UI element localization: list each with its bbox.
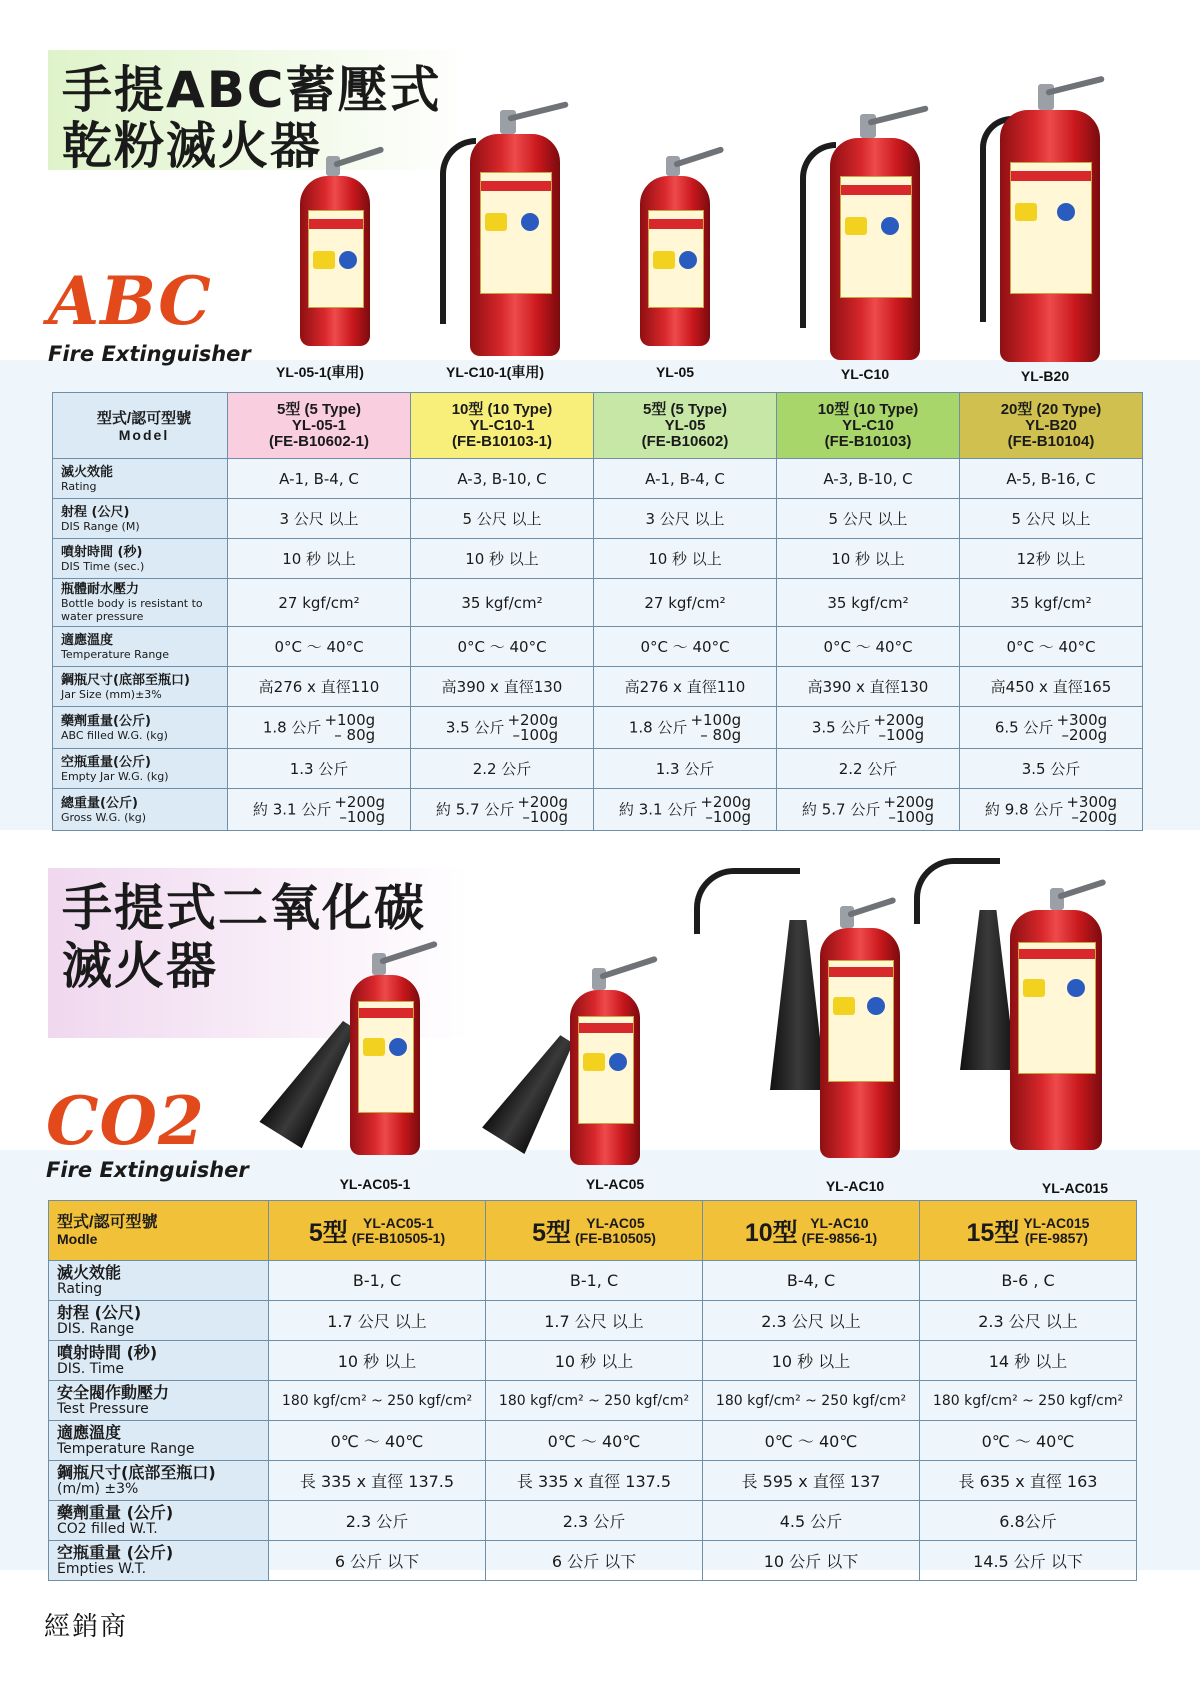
co2-model-cell: 10型 YL-AC10 (FE-9856-1)	[703, 1201, 920, 1261]
abc-row-temperature	[53, 627, 1143, 667]
co2-header-label: 型式/認可型號 Modle	[49, 1201, 269, 1261]
co2-model-cell: 5型 YL-AC05 (FE-B10505)	[486, 1201, 703, 1261]
table-cell: 約 5.7 公斤 +200g –100g	[411, 789, 594, 831]
table-cell: 1.8 公斤 +100g – 80g	[594, 707, 777, 749]
table-cell: 高276 x 直徑110	[228, 667, 411, 707]
table-cell: 長 635 x 直徑 163	[920, 1461, 1137, 1501]
table-cell: 3 公尺 以上	[594, 499, 777, 539]
table-cell: B-6 , C	[920, 1261, 1137, 1301]
extinguisher-yl-b20-image	[980, 76, 1110, 366]
table-cell: 5 公尺 以上	[960, 499, 1143, 539]
abc-header-label: 型式/認可型號 Model	[53, 393, 228, 459]
co2-row-size	[49, 1461, 1137, 1501]
row-header: 射程 (公尺) DIS. Range	[49, 1301, 269, 1341]
product-label-yl-05-1: YL-05-1(車用)	[276, 364, 364, 380]
co2-model-cell: 15型 YL-AC015 (FE-9857)	[920, 1201, 1137, 1261]
row-header: 射程 (公尺) DIS Range (M)	[53, 499, 228, 539]
table-cell: A-5, B-16, C	[960, 459, 1143, 499]
table-cell: 35 kgf/cm²	[411, 579, 594, 627]
table-cell: 180 kgf/cm² ~ 250 kgf/cm²	[269, 1381, 486, 1421]
table-cell: 0℃ ～ 40℃	[703, 1421, 920, 1461]
abc-row-filled-weight	[53, 707, 1143, 749]
table-cell: 180 kgf/cm² ~ 250 kgf/cm²	[920, 1381, 1137, 1421]
table-cell: 180 kgf/cm² ~ 250 kgf/cm²	[703, 1381, 920, 1421]
table-cell: 高390 x 直徑130	[777, 667, 960, 707]
table-cell: B-1, C	[486, 1261, 703, 1301]
table-cell: 高390 x 直徑130	[411, 667, 594, 707]
co2-logo: CO2	[46, 1082, 205, 1160]
extinguisher-yl-c10-1-image	[440, 100, 570, 360]
row-header: 適應溫度 Temperature Range	[53, 627, 228, 667]
extinguisher-yl-05-1-image	[300, 140, 380, 350]
co2-row-pressure	[49, 1381, 1137, 1421]
abc-model-cell: 10型 (10 Type) YL-C10-1 (FE-B10103-1)	[411, 393, 594, 459]
co2-row-temperature	[49, 1421, 1137, 1461]
table-cell: 10 秒 以上	[269, 1341, 486, 1381]
table-cell: 14 秒 以上	[920, 1341, 1137, 1381]
table-cell: 2.2 公斤	[777, 749, 960, 789]
table-cell: B-1, C	[269, 1261, 486, 1301]
product-label-yl-ac05: YL-AC05	[585, 1176, 645, 1192]
abc-row-empty-weight	[53, 749, 1143, 789]
product-label-yl-05: YL-05	[655, 364, 695, 380]
extinguisher-yl-ac10-image	[690, 860, 920, 1170]
table-cell: 6 公斤 以下	[269, 1541, 486, 1581]
table-cell: 3.5 公斤 +200g –100g	[777, 707, 960, 749]
table-cell: 3.5 公斤 +200g –100g	[411, 707, 594, 749]
extinguisher-yl-ac05-1-image	[290, 945, 450, 1160]
extinguisher-yl-ac015-image	[910, 850, 1120, 1170]
abc-spec-table	[52, 392, 1143, 831]
abc-row-gross-weight	[53, 789, 1143, 831]
table-cell: 1.3 公斤	[594, 749, 777, 789]
abc-title-line2: 乾粉滅火器	[62, 117, 322, 175]
product-label-yl-ac10: YL-AC10	[825, 1178, 885, 1194]
table-cell: 2.3 公尺 以上	[920, 1301, 1137, 1341]
row-header: 鋼瓶尺寸(底部至瓶口) (m/m) ±3%	[49, 1461, 269, 1501]
table-cell: 2.3 公斤	[269, 1501, 486, 1541]
table-cell: 約 9.8 公斤 +300g –200g	[960, 789, 1143, 831]
table-cell: 0℃ ～ 40℃	[486, 1421, 703, 1461]
row-header: 安全閥作動壓力 Test Pressure	[49, 1381, 269, 1421]
table-cell: 2.2 公斤	[411, 749, 594, 789]
abc-model-cell: 10型 (10 Type) YL-C10 (FE-B10103)	[777, 393, 960, 459]
table-cell: 約 3.1 公斤 +200g –100g	[594, 789, 777, 831]
table-cell: 0°C ～ 40°C	[960, 627, 1143, 667]
table-cell: 0°C ～ 40°C	[228, 627, 411, 667]
table-cell: A-1, B-4, C	[228, 459, 411, 499]
table-cell: 10 秒 以上	[777, 539, 960, 579]
table-cell: 12秒 以上	[960, 539, 1143, 579]
abc-header-row	[53, 393, 1143, 459]
co2-title-line1: 手提式二氧化碳	[62, 879, 426, 937]
product-label-yl-b20: YL-B20	[1020, 368, 1070, 384]
extinguisher-yl-ac05-image	[510, 960, 670, 1170]
table-cell: 0°C ～ 40°C	[777, 627, 960, 667]
table-cell: 10 秒 以上	[486, 1341, 703, 1381]
table-cell: 6.5 公斤 +300g –200g	[960, 707, 1143, 749]
table-cell: 高276 x 直徑110	[594, 667, 777, 707]
table-cell: 1.7 公尺 以上	[486, 1301, 703, 1341]
co2-row-empty-weight	[49, 1541, 1137, 1581]
table-cell: 5 公尺 以上	[411, 499, 594, 539]
table-cell: 2.3 公斤	[486, 1501, 703, 1541]
table-cell: 35 kgf/cm²	[777, 579, 960, 627]
abc-row-size	[53, 667, 1143, 707]
abc-row-time	[53, 539, 1143, 579]
row-header: 藥劑重量 (公斤) CO2 filled W.T.	[49, 1501, 269, 1541]
table-cell: 長 595 x 直徑 137	[703, 1461, 920, 1501]
row-header: 適應溫度 Temperature Range	[49, 1421, 269, 1461]
table-cell: 10 秒 以上	[228, 539, 411, 579]
table-cell: 6 公斤 以下	[486, 1541, 703, 1581]
table-cell: 0°C ～ 40°C	[411, 627, 594, 667]
table-cell: 180 kgf/cm² ~ 250 kgf/cm²	[486, 1381, 703, 1421]
abc-logo: ABC	[48, 262, 212, 340]
row-header: 空瓶重量(公斤) Empty Jar W.G. (kg)	[53, 749, 228, 789]
table-cell: 5 公尺 以上	[777, 499, 960, 539]
dealer-label: 經銷商	[44, 1612, 129, 1642]
co2-row-filled-weight	[49, 1501, 1137, 1541]
product-label-yl-ac05-1: YL-AC05-1	[339, 1176, 411, 1192]
table-cell: B-4, C	[703, 1261, 920, 1301]
table-cell: 0°C ～ 40°C	[594, 627, 777, 667]
table-cell: 1.3 公斤	[228, 749, 411, 789]
co2-title-line2: 滅火器	[62, 937, 218, 995]
table-cell: 1.8 公斤 +100g – 80g	[228, 707, 411, 749]
table-cell: 0℃ ～ 40℃	[269, 1421, 486, 1461]
table-cell: 35 kgf/cm²	[960, 579, 1143, 627]
table-cell: 長 335 x 直徑 137.5	[269, 1461, 486, 1501]
row-header: 總重量(公斤) Gross W.G. (kg)	[53, 789, 228, 831]
table-cell: A-1, B-4, C	[594, 459, 777, 499]
row-header: 滅火效能 Rating	[49, 1261, 269, 1301]
co2-spec-table	[48, 1200, 1137, 1581]
table-cell: 2.3 公尺 以上	[703, 1301, 920, 1341]
product-label-yl-c10: YL-C10	[840, 366, 890, 382]
extinguisher-yl-05-image	[640, 140, 720, 350]
table-cell: 1.7 公尺 以上	[269, 1301, 486, 1341]
table-cell: 14.5 公斤 以下	[920, 1541, 1137, 1581]
abc-model-cell: 5型 (5 Type) YL-05-1 (FE-B10602-1)	[228, 393, 411, 459]
co2-row-range	[49, 1301, 1137, 1341]
abc-model-cell: 20型 (20 Type) YL-B20 (FE-B10104)	[960, 393, 1143, 459]
co2-model-cell: 5型 YL-AC05-1 (FE-B10505-1)	[269, 1201, 486, 1261]
table-cell: 10 公斤 以下	[703, 1541, 920, 1581]
abc-row-rating	[53, 459, 1143, 499]
table-cell: A-3, B-10, C	[777, 459, 960, 499]
table-cell: A-3, B-10, C	[411, 459, 594, 499]
table-cell: 3.5 公斤	[960, 749, 1143, 789]
table-cell: 10 秒 以上	[411, 539, 594, 579]
row-header: 滅火效能 Rating	[53, 459, 228, 499]
row-header: 噴射時間 (秒) DIS Time (sec.)	[53, 539, 228, 579]
co2-subtitle: Fire Extinguisher	[46, 1158, 249, 1182]
table-cell: 約 5.7 公斤 +200g –100g	[777, 789, 960, 831]
table-cell: 27 kgf/cm²	[594, 579, 777, 627]
table-cell: 高450 x 直徑165	[960, 667, 1143, 707]
row-header: 鋼瓶尺寸(底部至瓶口) Jar Size (mm)±3%	[53, 667, 228, 707]
table-cell: 3 公尺 以上	[228, 499, 411, 539]
abc-subtitle: Fire Extinguisher	[48, 342, 251, 366]
table-cell: 10 秒 以上	[703, 1341, 920, 1381]
row-header: 空瓶重量 (公斤) Empties W.T.	[49, 1541, 269, 1581]
product-label-yl-ac015: YL-AC015	[1041, 1180, 1109, 1196]
table-cell: 27 kgf/cm²	[228, 579, 411, 627]
product-label-yl-c10-1: YL-C10-1(車用)	[445, 364, 544, 380]
co2-row-time	[49, 1341, 1137, 1381]
co2-header-row	[49, 1201, 1137, 1261]
table-cell: 10 秒 以上	[594, 539, 777, 579]
table-cell: 0℃ ～ 40℃	[920, 1421, 1137, 1461]
table-cell: 長 335 x 直徑 137.5	[486, 1461, 703, 1501]
abc-title-line1: 手提ABC蓄壓式	[62, 61, 442, 119]
table-cell: 6.8公斤	[920, 1501, 1137, 1541]
co2-row-rating	[49, 1261, 1137, 1301]
abc-row-range	[53, 499, 1143, 539]
row-header: 噴射時間 (秒) DIS. Time	[49, 1341, 269, 1381]
row-header: 瓶體耐水壓力 Bottle body is resistant to water pressure	[53, 579, 228, 627]
row-header: 藥劑重量(公斤) ABC filled W.G. (kg)	[53, 707, 228, 749]
extinguisher-yl-c10-image	[800, 104, 930, 364]
abc-row-pressure	[53, 579, 1143, 627]
table-cell: 約 3.1 公斤 +200g –100g	[228, 789, 411, 831]
abc-model-cell: 5型 (5 Type) YL-05 (FE-B10602)	[594, 393, 777, 459]
table-cell: 4.5 公斤	[703, 1501, 920, 1541]
